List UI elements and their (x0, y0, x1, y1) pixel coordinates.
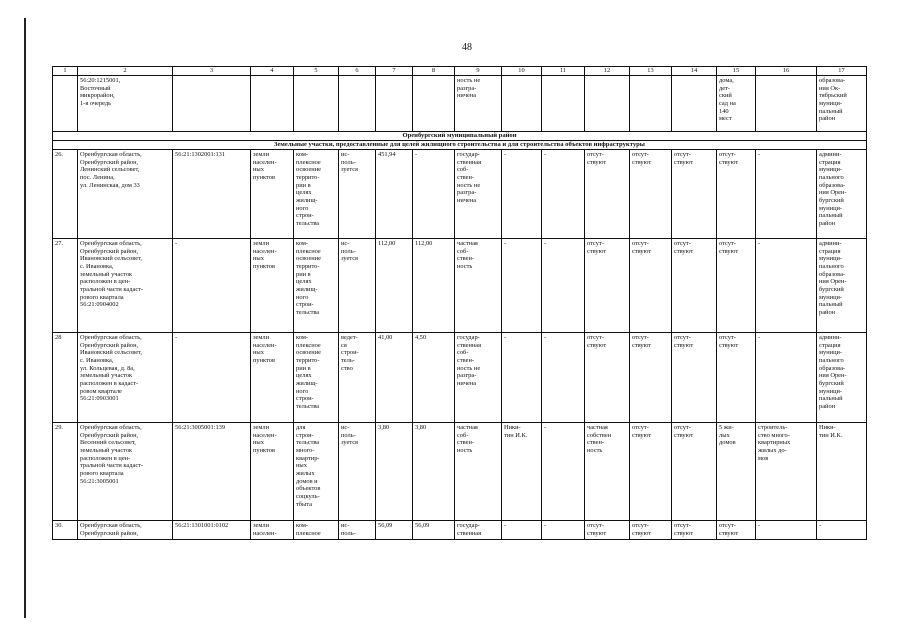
cell: отсут- ствуют (630, 332, 672, 422)
cell: отсут- ствуют (717, 520, 756, 539)
cell: админи- страция муници- пального образова- ния Орен- бургский муници- пальный район (817, 238, 867, 332)
table-row-continuation (53, 76, 867, 132)
cell: отсут- ствуют (630, 422, 672, 520)
column-number: 15 (717, 67, 756, 76)
cell: - (542, 422, 585, 520)
cell: - (502, 520, 542, 539)
cell (630, 76, 672, 132)
cell: земли населен- (251, 520, 294, 539)
section-title-row (53, 132, 867, 141)
cell (672, 76, 717, 132)
cell: Оренбургская область, Оренбургский район, Ивановский сельсовет, с. Ивановка, земельный участок расположен в цен- тральной части кадаст- рового квартала 56:21:0904002 (78, 238, 173, 332)
column-number: 7 (376, 67, 413, 76)
cell: - (542, 149, 585, 238)
cell: государ- ственная соб- ствен- ность не разгра- ничена (455, 332, 502, 422)
cell: - (756, 149, 817, 238)
cell: ком- плексное (294, 520, 339, 539)
cell: 41,00 (376, 332, 413, 422)
cell: отсут- ствуют (717, 332, 756, 422)
cell: - (542, 332, 585, 422)
column-number: 16 (756, 67, 817, 76)
cell: земли населен- ных пунктов (251, 422, 294, 520)
page-binding-line (24, 18, 26, 618)
cell: земли населен- ных пунктов (251, 149, 294, 238)
cell: админи- страция муници- пального образова- ния Орен- бургский муници- пальный район (817, 149, 867, 238)
cell: образова- ния Ок- тябрьский муници- пальный район (817, 76, 867, 132)
cell: частная соб- ствен- ность (455, 238, 502, 332)
cell: 56,09 (376, 520, 413, 539)
table-row (53, 238, 867, 332)
cell (173, 76, 251, 132)
cell: государ- ственная (455, 520, 502, 539)
cell: Оренбургская область, Оренбургский район, Весенний сельсовет, земельный участок расположен в цен- тральной части кадаст- рового квартала 56:21:3005001 (78, 422, 173, 520)
cell: отсут- ствуют (585, 520, 630, 539)
cell: отсут- ствуют (672, 520, 717, 539)
cell: Оренбургская область, Оренбургский район, (78, 520, 173, 539)
cell: ис- поль- зуется (339, 149, 376, 238)
cell: земли населен- ных пунктов (251, 332, 294, 422)
column-number: 1 (53, 67, 78, 76)
cell: частная соб- ствен- ность (455, 422, 502, 520)
cell: 56:21:1302001:131 (173, 149, 251, 238)
cell: 29. (53, 422, 78, 520)
cell (294, 76, 339, 132)
cell: для строи- тельства много- квартир- ных жилых домов и объектов соцкуль- тбыта (294, 422, 339, 520)
cell: отсут- ствуют (630, 238, 672, 332)
cell (502, 76, 542, 132)
cell (376, 76, 413, 132)
cell: 3,80 (376, 422, 413, 520)
cell: ком- плексное освоение террито- рии в целях жилищ- ного строи- тельства (294, 149, 339, 238)
column-number: 3 (173, 67, 251, 76)
cell: 3,80 (413, 422, 455, 520)
cell: - (502, 238, 542, 332)
column-number: 12 (585, 67, 630, 76)
table-row (53, 422, 867, 520)
cell: 112,00 (376, 238, 413, 332)
cell: Ники- тин И.К. (817, 422, 867, 520)
table-row (53, 520, 867, 539)
cell (339, 76, 376, 132)
cell (53, 76, 78, 132)
cell: Оренбургская область, Оренбургский район, Ивановский сельсовет, с. Ивановка, ул. Кольцевая, д. 8а, земельный участок расположен в кадаст- ровом квартале 56:21:0903001 (78, 332, 173, 422)
column-number: 5 (294, 67, 339, 76)
cell: 451,94 (376, 149, 413, 238)
cell: отсут- ствуют (672, 149, 717, 238)
cell: - (502, 332, 542, 422)
section-subtitle: Земельные участки, предоставленные для целей жилищного строительства и для строительства объектов инфраструктуры (53, 140, 867, 149)
cell: 4,50 (413, 332, 455, 422)
cell: отсут- ствуют (630, 149, 672, 238)
cell: ведет- ся строи- тель- ство (339, 332, 376, 422)
cell: отсут- ствуют (672, 422, 717, 520)
cell (585, 76, 630, 132)
cell: 56,09 (413, 520, 455, 539)
cell: - (173, 332, 251, 422)
column-number: 9 (455, 67, 502, 76)
cell (251, 76, 294, 132)
column-number: 8 (413, 67, 455, 76)
cell: строитель- ство много- квартирных жилых до- мов (756, 422, 817, 520)
cell: отсут- ствуют (585, 332, 630, 422)
cell: отсут- ствуют (672, 238, 717, 332)
cell: ность не разгра- ничена (455, 76, 502, 132)
cell: - (817, 520, 867, 539)
column-number-row (53, 67, 867, 76)
section-title: Оренбургский муниципальный район (53, 132, 867, 141)
cell: Ники- тин И.К. (502, 422, 542, 520)
cell: Оренбургская область, Оренбургский район, Ленинский сельсовет, пос. Ленина, ул. Ленинская, дом 33 (78, 149, 173, 238)
cell: 112,00 (413, 238, 455, 332)
cell: - (502, 149, 542, 238)
cell: - (756, 238, 817, 332)
cell: 30. (53, 520, 78, 539)
cell: отсут- ствуют (630, 520, 672, 539)
cell: ис- поль- зуется (339, 238, 376, 332)
cell: - (173, 238, 251, 332)
cell (542, 76, 585, 132)
column-number: 4 (251, 67, 294, 76)
column-number: 13 (630, 67, 672, 76)
column-number: 11 (542, 67, 585, 76)
cell: отсут- ствуют (672, 332, 717, 422)
page-number: 48 (462, 42, 472, 53)
cell: 56:21:1301001:0102 (173, 520, 251, 539)
column-number: 17 (817, 67, 867, 76)
section-subtitle-row (53, 140, 867, 149)
cell: - (756, 520, 817, 539)
column-number: 10 (502, 67, 542, 76)
cell: админи- страция муници- пального образова- ния Орен- бургский муници- пальный район (817, 332, 867, 422)
cell: дома, дет- ский сад на 140 мест (717, 76, 756, 132)
cell: 5 жи- лых домов (717, 422, 756, 520)
cell: - (542, 520, 585, 539)
cell: государ- ственная соб- ствен- ность не разгра- ничена (455, 149, 502, 238)
column-number: 6 (339, 67, 376, 76)
cell (756, 76, 817, 132)
cell: 56:21:3005001:139 (173, 422, 251, 520)
cell: отсут- ствуют (585, 238, 630, 332)
column-number: 2 (78, 67, 173, 76)
cell: частная собствен ствен- ность (585, 422, 630, 520)
cell: ис- поль- зуется (339, 422, 376, 520)
cell: - (756, 332, 817, 422)
table-row (53, 149, 867, 238)
cell (413, 76, 455, 132)
cell: - (542, 238, 585, 332)
cell: ком- плексное освоение террито- рии в целях жилищ- ного строи- тельства (294, 238, 339, 332)
cell: отсут- ствуют (585, 149, 630, 238)
land-plots-table (52, 66, 867, 540)
cell: 27. (53, 238, 78, 332)
cell: 56:20:1215001, Восточный микрорайон, 1-я очередь (78, 76, 173, 132)
cell: - (413, 149, 455, 238)
cell: ис- поль- (339, 520, 376, 539)
cell: отсут- ствуют (717, 149, 756, 238)
cell: отсут- ствуют (717, 238, 756, 332)
cell: 28 (53, 332, 78, 422)
cell: ком- плексное освоение террито- рии в целях жилищ- ного строи- тельства (294, 332, 339, 422)
cell: 26. (53, 149, 78, 238)
cell: земли населен- ных пунктов (251, 238, 294, 332)
column-number: 14 (672, 67, 717, 76)
table-row (53, 332, 867, 422)
